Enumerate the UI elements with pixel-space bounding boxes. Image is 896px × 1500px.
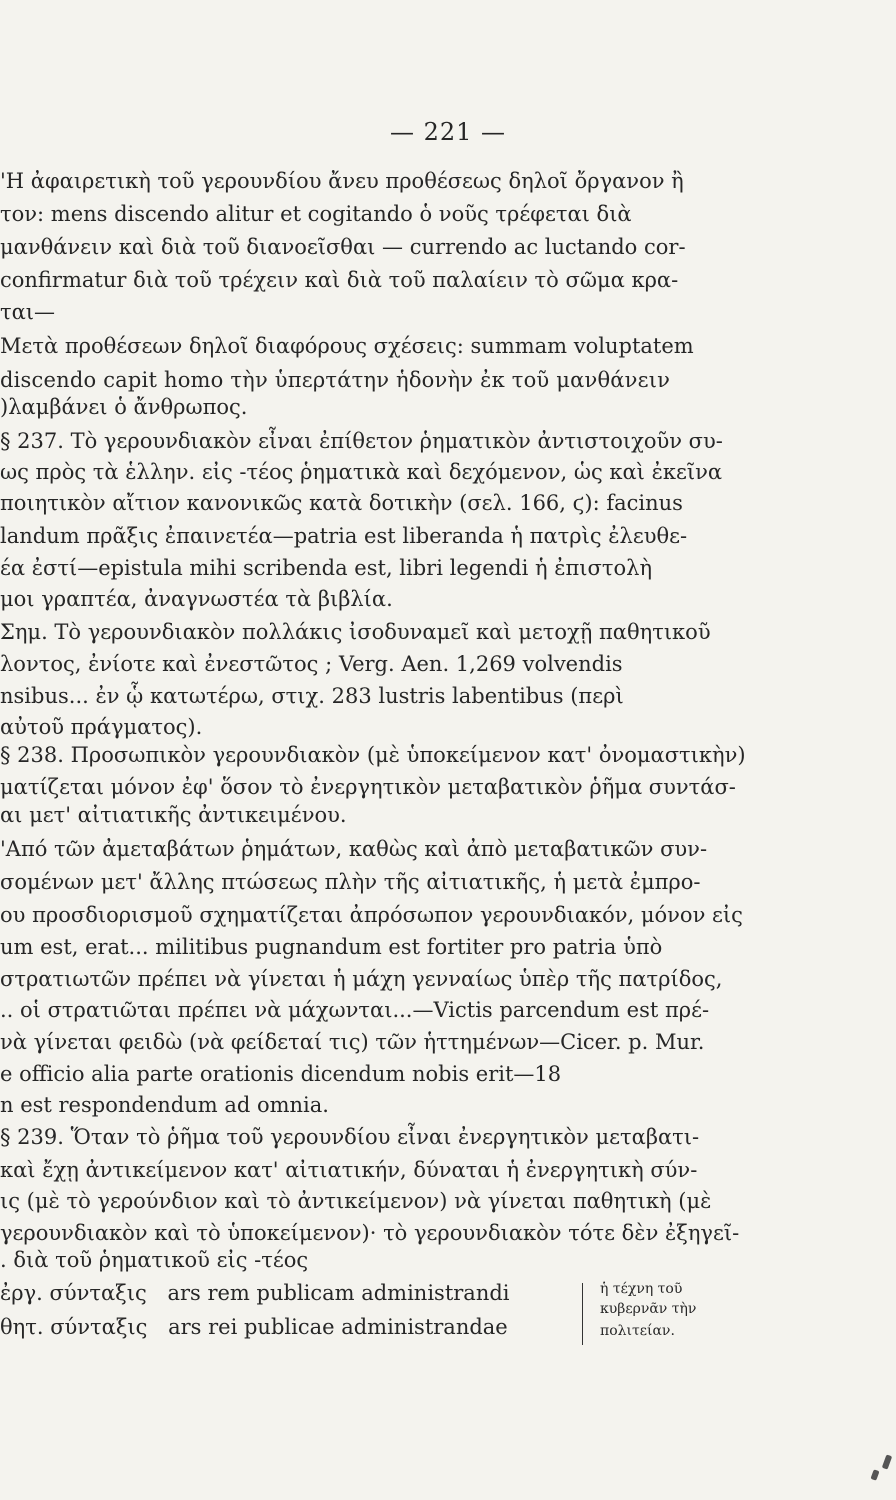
ink-speck (882, 1454, 892, 1469)
syntax-row (0, 1312, 508, 1342)
text-line: confirmatur διὰ τοῦ τρέχειν καὶ διὰ τοῦ παλαίειν τὸ σῶμα κρα- (0, 268, 679, 292)
ink-speck (870, 1469, 879, 1480)
syntax-row (0, 1278, 510, 1308)
text-line: landum πρᾶξις ἐπαινετέα—patria est liberanda ἡ πατρὶς ἐλευθε- (0, 524, 688, 548)
text-line: ως πρὸς τὰ ἑλλην. εἰς -τέος ῥηματικὰ καὶ δεχόμενον, ὡς καὶ ἐκεῖνα (0, 460, 723, 484)
text-line: ις (μὲ τὸ γερούνδιον καὶ τὸ ἀντικείμενον) νὰ γίνεται παθητικὴ (μὲ (0, 1189, 712, 1213)
text-line: σομένων μετ' ἄλλης πτώσεως πλὴν τῆς αἰτιατικῆς, ἡ μετὰ ἐμπρο- (0, 870, 701, 894)
brace-mark (572, 1283, 583, 1345)
text-line: ποιητικὸν αἴτιον κανονικῶς κατὰ δοτικὴν (σελ. 166, ϛ): facinus (0, 491, 683, 515)
text-line: έα ἐστί—epistula mihi scribenda est, libri legendi ἡ ἐπιστολὴ (0, 556, 653, 580)
text-line: μοι γραπτέα, ἀναγνωστέα τὰ βιβλία. (0, 587, 393, 611)
text-line: ματίζεται μόνον ἐφ' ὅσον τὸ ἐνεργητικὸν μεταβατικὸν ῥῆμα συντάσ- (0, 775, 736, 799)
text-line: 'Η ἀφαιρετικὴ τοῦ γερουνδίου ἄνευ προθέσεως δηλοῖ ὄργανον ἢ (0, 169, 684, 193)
text-line: 'Από τῶν ἀμεταβάτων ῥημάτων, καθὼς καὶ ἀπὸ μεταβατικῶν συν- (0, 837, 708, 861)
gloss-line: κυβερνᾶν τὴν (600, 1301, 697, 1317)
text-line: αι μετ' αἰτιατικῆς ἀντικειμένου. (0, 803, 347, 827)
text-line: . διὰ τοῦ ῥηματικοῦ εἰς -τέος (0, 1248, 309, 1272)
gloss-line: ἡ τέχνη τοῦ (600, 1281, 683, 1297)
page-number: — 221 — (389, 118, 507, 146)
text-line: γερουνδιακὸν καὶ τὸ ὑποκείμενον)· τὸ γερουνδιακὸν τότε δὲν ἐξηγεῖ- (0, 1221, 740, 1245)
text-line: Σημ. Τὸ γερουνδιακὸν πολλάκις ἰσοδυναμεῖ καὶ μετοχῇ παθητικοῦ (0, 620, 711, 644)
text-line: e officio alia parte orationis dicendum nobis erit—18 (0, 1062, 562, 1086)
text-line: § 238. Προσωπικὸν γερουνδιακὸν (μὲ ὑποκείμενον κατ' ὀνομαστικὴν) (0, 743, 746, 767)
text-line: τον: mens discendo alitur et cogitando ὁ νοῦς τρέφεται διὰ (0, 202, 632, 226)
text-line: § 237. Τὸ γερουνδιακὸν εἶναι ἐπίθετον ῥηματικὸν ἀντιστοιχοῦν συ- (0, 429, 723, 453)
text-line: στρατιωτῶν πρέπει νὰ γίνεται ἡ μάχη γενναίως ὑπὲρ τῆς πατρίδος, (0, 967, 723, 991)
text-line: Μετὰ προθέσεων δηλοῖ διαφόρους σχέσεις: summam voluptatem (0, 334, 694, 358)
text-line: καὶ ἔχῃ ἀντικείμενον κατ' αἰτιατικήν, δύναται ἡ ἐνεργητικὴ σύν- (0, 1158, 698, 1182)
text-line: νὰ γίνεται φειδὼ (νὰ φείδεταί τις) τῶν ἡττημένων—Cicer. p. Mur. (0, 1030, 705, 1054)
text-line: n est respondendum ad omnia. (0, 1093, 329, 1117)
syntax-label: θητ. σύνταξις (0, 1315, 148, 1339)
text-line: .. οἱ στρατιῶται πρέπει νὰ μάχωνται...—Victis parcendum est πρέ- (0, 998, 710, 1022)
text-line: discendo capit homo τὴν ὑπερτάτην ἡδονὴν ἐκ τοῦ μανθάνειν (0, 368, 671, 392)
text-line: μανθάνειν καὶ διὰ τοῦ διανοεῖσθαι — currendo ac luctando cor- (0, 235, 686, 259)
text-line: αὐτοῦ πράγματος). (0, 715, 203, 739)
text-line: § 239. Ὅταν τὸ ῥῆμα τοῦ γερουνδίου εἶναι ἐνεργητικὸν μεταβατι- (0, 1125, 700, 1149)
syntax-example: ars rei publicae administrandae (168, 1315, 508, 1339)
syntax-example: ars rem publicam administrandi (167, 1281, 510, 1305)
text-line: nsibus... ἐν ᾧ κατωτέρω, στιχ. 283 lustris labentibus (περὶ (0, 684, 624, 708)
text-line: λοντος, ἐνίοτε καὶ ἐνεστῶτος ; Verg. Aen. 1,269 volvendis (0, 652, 623, 676)
text-line: )λαμβάνει ὁ ἄνθρωπος. (0, 395, 248, 419)
text-line: um est, erat... militibus pugnandum est fortiter pro patria ὑπὸ (0, 935, 663, 959)
text-line: ται— (0, 300, 56, 324)
syntax-label: ἐργ. σύνταξις (0, 1281, 147, 1305)
gloss-line: πολιτείαν. (600, 1323, 675, 1339)
text-line: ου προσδιορισμοῦ σχηματίζεται ἀπρόσωπον γερουνδιακόν, μόνον εἰς (0, 903, 743, 927)
